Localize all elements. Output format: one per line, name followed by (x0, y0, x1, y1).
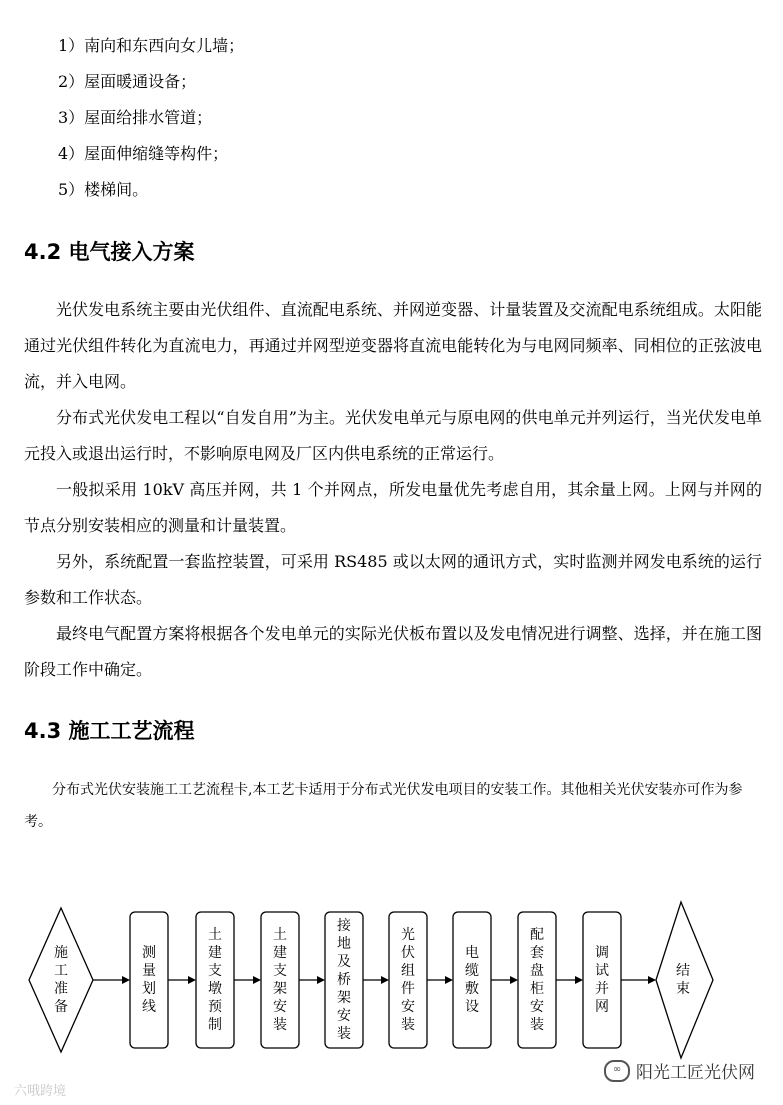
flow-step-label: 组 (401, 963, 415, 979)
flow-step-box (130, 912, 168, 1048)
flow-step-label: 缆 (465, 963, 479, 979)
paragraph: 分布式光伏发电工程以“自发自用”为主。光伏发电单元与原电网的供电单元并列运行，当光伏发电单元投入或退出运行时，不影响原电网及厂区内供电系统的正常运行。 (24, 408, 762, 463)
flow-end-label: 结 (676, 963, 690, 979)
paragraph: 一般拟采用 10kV 高压并网，共 1 个并网点，所发电量优先考虑自用，其余量上网。上网与并网的节点分别安装相应的测量和计量装置。 (24, 480, 762, 535)
flow-step-label: 建 (208, 945, 222, 961)
list-item: 5）楼梯间。 (58, 180, 149, 199)
flow-arrow-head (648, 976, 656, 984)
flow-step-label: 电 (465, 945, 479, 961)
flow-step-label: 量 (142, 963, 156, 979)
flow-arrow-head (575, 976, 583, 984)
flow-step-label: 架 (337, 990, 351, 1006)
flow-step-label: 安 (530, 999, 544, 1015)
flow-step-label: 伏 (401, 945, 415, 961)
flow-step-label: 接 (337, 918, 351, 934)
flow-step-label: 地 (337, 936, 351, 952)
flow-step-label: 装 (401, 1017, 415, 1033)
flow-step-label: 配 (530, 927, 544, 943)
flow-step-label: 支 (208, 963, 222, 979)
flow-step-label: 网 (595, 999, 609, 1015)
list-item: 1）南向和东西向女儿墙； (58, 36, 245, 55)
flow-step-label: 调 (595, 945, 609, 961)
flow-step-label: 安 (337, 1008, 351, 1024)
flow-step-label: 安 (401, 999, 415, 1015)
flow-step-label: 及 (337, 954, 351, 970)
paragraph: 另外，系统配置一套监控装置，可采用 RS485 或以太网的通讯方式，实时监测并网发电系统的运行参数和工作状态。 (24, 552, 762, 607)
flow-arrow-head (317, 976, 325, 984)
wechat-icon: ∞ (604, 1060, 630, 1082)
flow-step-label: 墩 (208, 981, 222, 997)
flow-step-label: 试 (595, 963, 609, 979)
flow-step-label: 桥 (337, 972, 351, 988)
flow-step-label: 安 (273, 999, 287, 1015)
flow-start-label: 备 (54, 999, 68, 1015)
watermark-right-text: 阳光工匠光伏网 (636, 1063, 755, 1083)
watermark-right (604, 1058, 755, 1083)
flow-arrow-head (445, 976, 453, 984)
flow-arrow-head (253, 976, 261, 984)
paragraph: 最终电气配置方案将根据各个发电单元的实际光伏板布置以及发电情况进行调整、选择，并在施工图阶段工作中确定。 (24, 624, 762, 679)
flow-step-label: 线 (142, 999, 156, 1015)
flow-start-diamond (29, 908, 93, 1052)
section-heading-4-3: 4.3 施工工艺流程 (24, 719, 195, 743)
flow-step-label: 土 (208, 927, 222, 943)
flow-step-label: 土 (273, 927, 287, 943)
flow-step-label: 敷 (465, 981, 479, 997)
flow-arrow-head (188, 976, 196, 984)
flow-step-box (453, 912, 491, 1048)
flow-step-label: 柜 (530, 981, 544, 997)
flow-arrow-head (381, 976, 389, 984)
flow-end-label: 束 (676, 981, 690, 997)
flow-step-label: 并 (595, 981, 609, 997)
flow-step-label: 套 (530, 945, 544, 961)
flow-arrow-head (510, 976, 518, 984)
flow-step-label: 装 (530, 1017, 544, 1033)
flow-intro: 分布式光伏安装施工工艺流程卡,本工艺卡适用于分布式光伏发电项目的安装工作。其他相关光伏安装亦可作为参考。 (24, 782, 743, 830)
flow-step-label: 光 (401, 927, 415, 943)
list-item: 4）屋面伸缩缝等构件； (58, 144, 229, 163)
flow-start-label: 施 (54, 945, 68, 961)
flow-step-label: 装 (273, 1017, 287, 1033)
flow-step-label: 制 (208, 1017, 222, 1033)
flow-step-label: 设 (465, 999, 479, 1015)
flow-step-label: 件 (401, 981, 415, 997)
list-item: 2）屋面暖通设备； (58, 72, 197, 91)
list-item: 3）屋面给排水管道； (58, 108, 213, 127)
watermark-left: 六哦跨境 (14, 1084, 67, 1099)
section-body-4-2 (24, 292, 762, 688)
paragraph: 光伏发电系统主要由光伏组件、直流配电系统、并网逆变器、计量装置及交流配电系统组成。太阳能通过光伏组件转化为直流电力，再通过并网型逆变器将直流电能转化为与电网同频率、同相位的正弦波电流，并入电网。 (24, 300, 762, 391)
component-list (58, 28, 244, 208)
flow-step-label: 装 (337, 1026, 351, 1042)
flow-step-label: 预 (208, 999, 222, 1015)
flow-step-label: 划 (142, 981, 156, 997)
flow-arrow-head (122, 976, 130, 984)
flow-step-label: 盘 (530, 963, 544, 979)
flow-start-label: 准 (54, 981, 68, 997)
flow-start-label: 工 (54, 963, 68, 979)
flow-step-label: 支 (273, 963, 287, 979)
process-flowchart (0, 880, 783, 1080)
flow-step-label: 测 (142, 945, 156, 961)
flow-step-label: 建 (273, 945, 287, 961)
section-heading-4-2: 4.2 电气接入方案 (24, 240, 195, 264)
flow-end-diamond (656, 902, 713, 1058)
flow-step-label: 架 (273, 981, 287, 997)
flow-step-box (583, 912, 621, 1048)
